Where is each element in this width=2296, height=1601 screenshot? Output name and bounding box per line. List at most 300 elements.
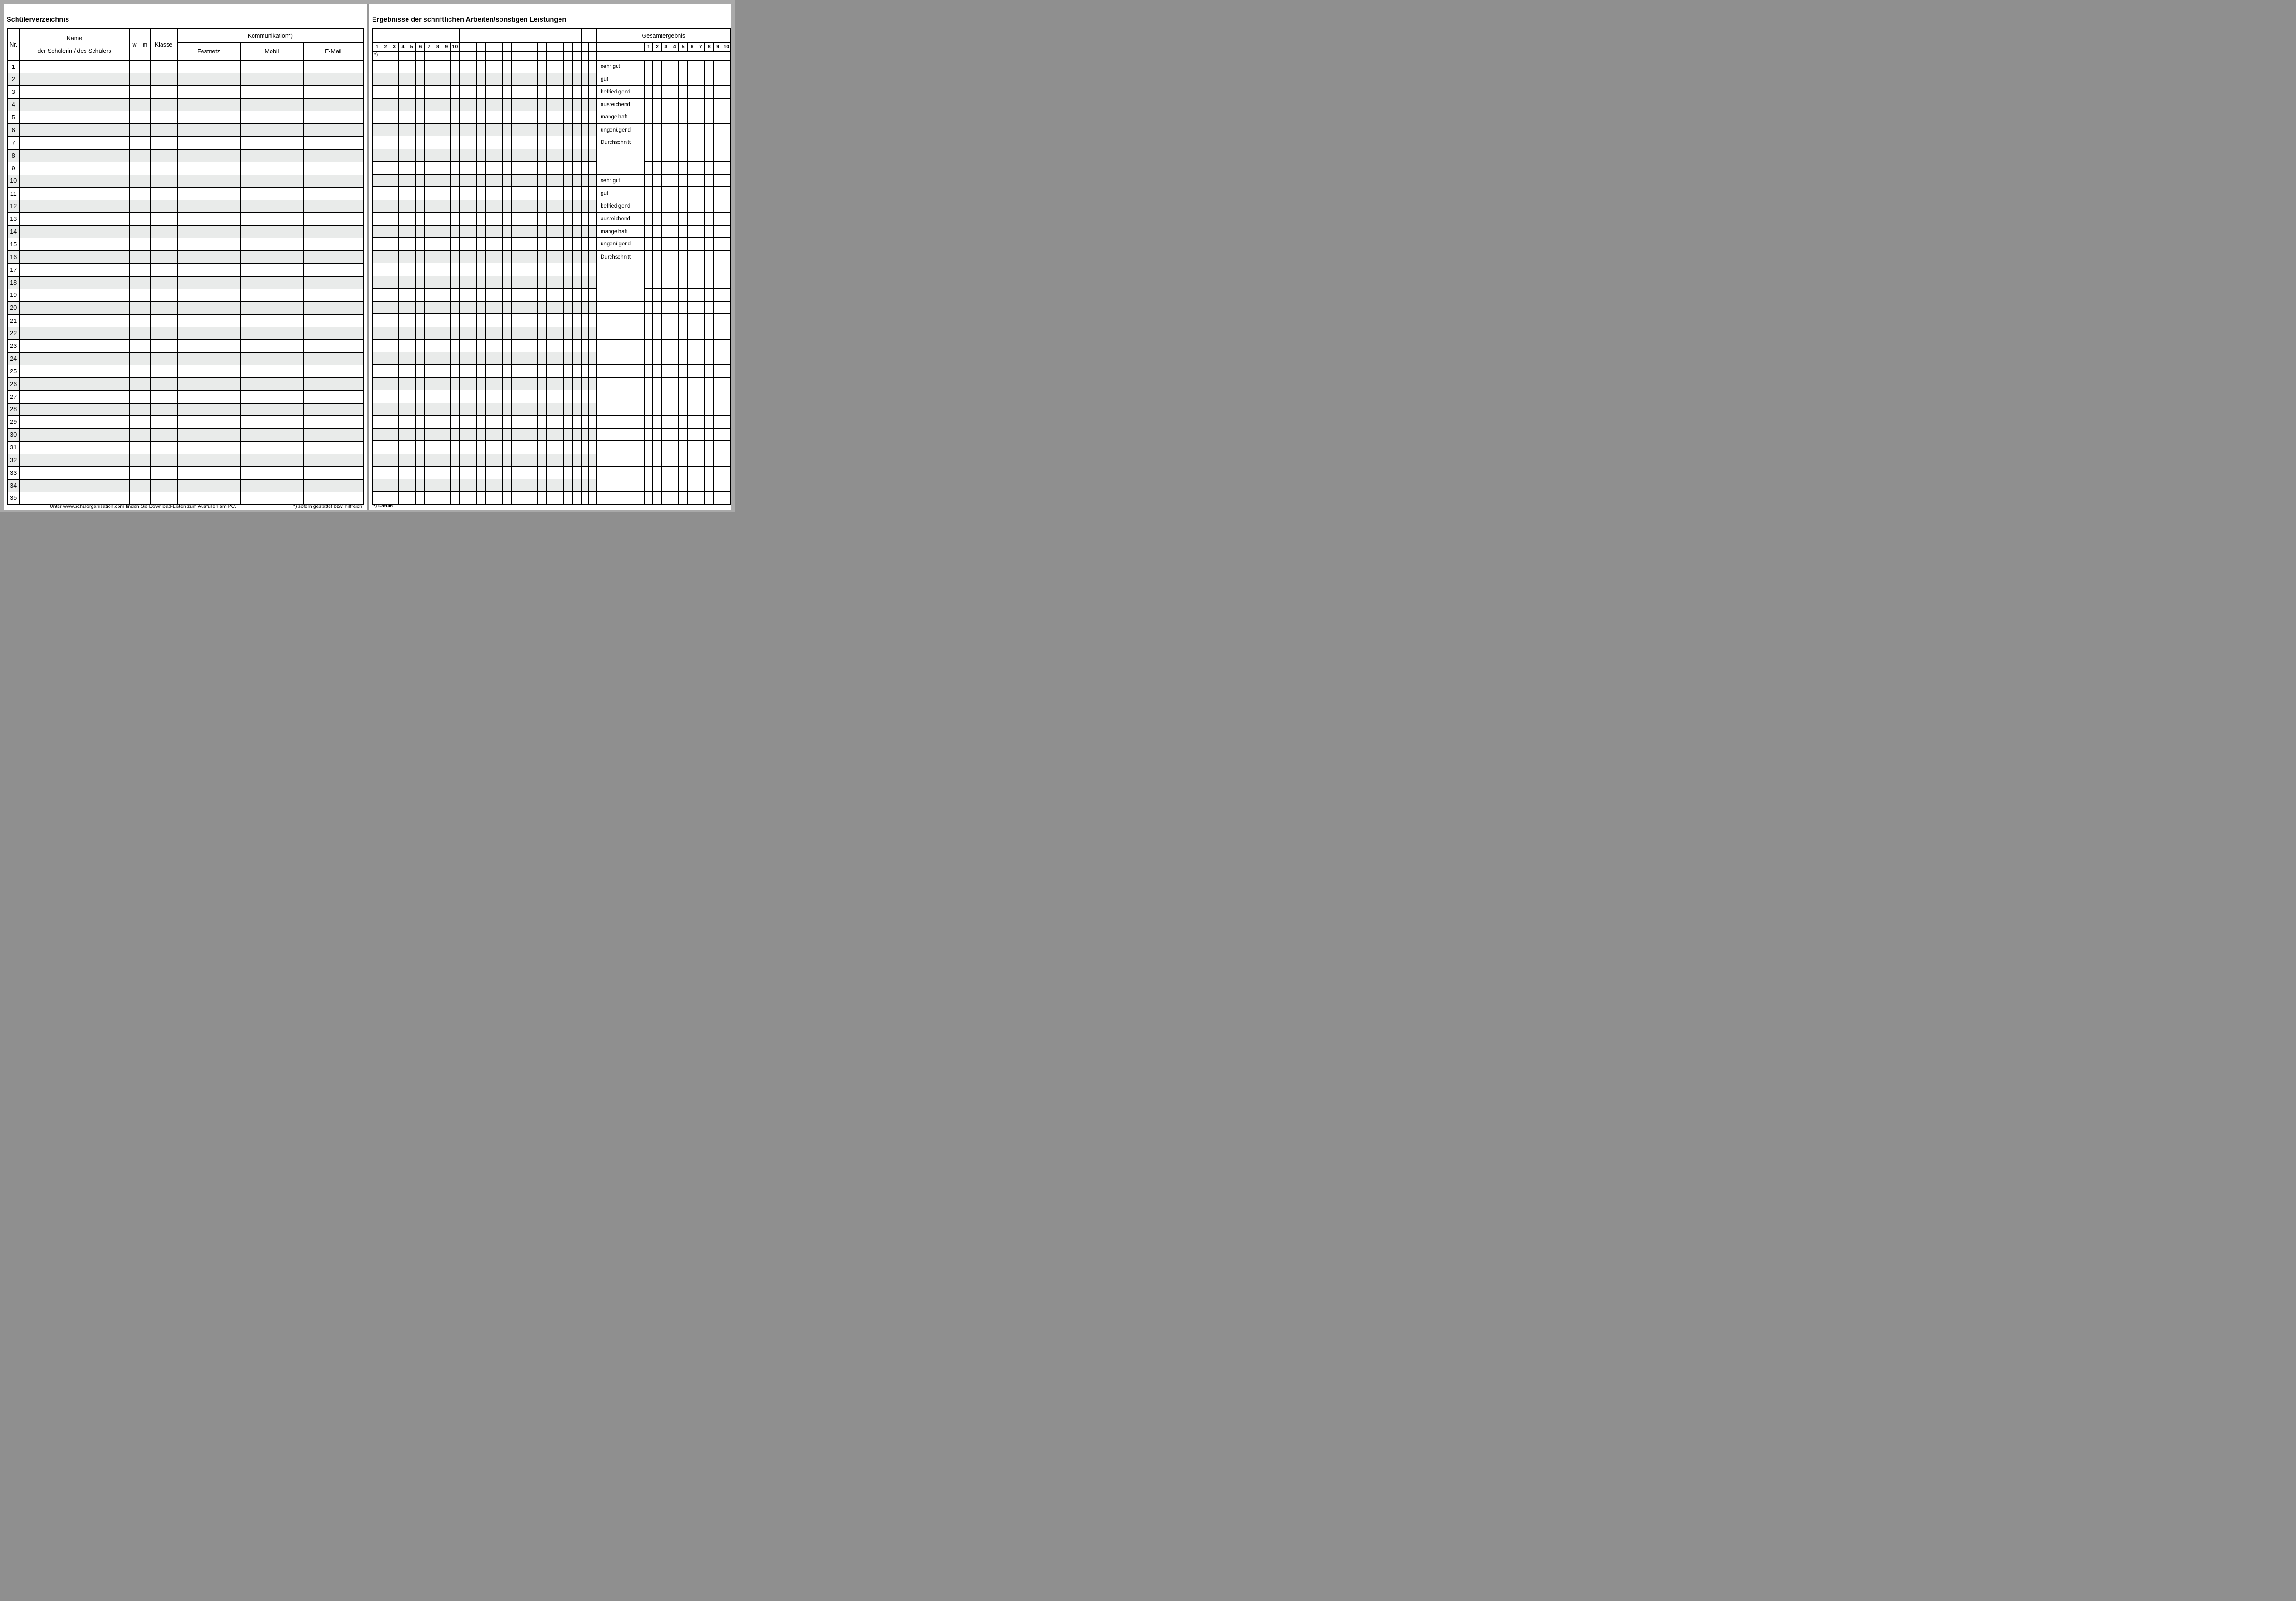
m-cell [140,175,150,187]
result-cell [538,263,546,276]
gesamt-cell [705,289,713,302]
result-cell [503,390,511,403]
result-cell [546,111,555,124]
result-cell [555,454,563,466]
gesamt-cell [670,378,679,390]
result-cell [442,73,450,85]
grade-label-col-head [596,42,644,51]
result-cell [485,85,494,98]
student-row [7,454,364,467]
result-cell [511,73,520,85]
result-cell [407,225,416,238]
gesamt-cell [653,378,661,390]
result-cell [442,415,450,428]
festnetz-cell [177,479,240,492]
result-cell [424,441,433,454]
gesamt-cell [661,263,670,276]
result-cell [424,466,433,479]
result-cell [503,136,511,149]
student-row [7,162,364,175]
result-cell [468,339,476,352]
result-cell [407,276,416,289]
gesamt-cell [661,111,670,124]
result-cell [564,454,572,466]
gesamt-cell [687,73,696,85]
gesamt-cell [713,60,722,73]
gesamt-cell [713,378,722,390]
result-cell [373,365,381,378]
gesamt-cell [653,73,661,85]
result-cell [381,466,390,479]
row-number-cell: 11 [7,187,19,200]
result-cell [564,200,572,212]
result-cell [546,124,555,136]
result-cell [555,212,563,225]
student-row [7,479,364,492]
result-cell [459,149,468,162]
result-cell [485,301,494,314]
result-cell [381,390,390,403]
gesamt-cell [713,352,722,365]
footnote-datum: *) Datum [373,504,393,509]
festnetz-cell [177,111,240,124]
result-cell [555,479,563,492]
m-cell [140,302,150,314]
result-cell [442,454,450,466]
festnetz-cell [177,263,240,276]
result-cell [503,162,511,175]
mobil-cell [240,136,303,149]
student-row [7,378,364,390]
m-cell [140,340,150,353]
result-cell [424,98,433,111]
gesamt-cell [722,136,730,149]
result-cell [459,98,468,111]
klasse-cell [150,149,177,162]
result-cell [451,263,460,276]
result-cell [468,200,476,212]
result-cell [398,454,407,466]
student-row [7,111,364,124]
gesamt-cell [696,73,704,85]
result-cell [459,212,468,225]
student-row [7,403,364,416]
result-cell [442,327,450,339]
gesamt-cell [705,454,713,466]
result-cell [485,378,494,390]
result-cell [468,466,476,479]
result-cell [529,314,537,327]
gesamt-cell [696,327,704,339]
m-cell [140,213,150,226]
m-cell [140,441,150,454]
result-cell [433,352,442,365]
festnetz-cell [177,378,240,390]
m-cell [140,276,150,289]
result-cell [468,212,476,225]
gesamt-cell [705,492,713,505]
gesamt-cell [661,136,670,149]
result-cell [416,175,424,187]
gesamt-cell [705,73,713,85]
result-cell [459,162,468,175]
gesamt-cell [722,175,730,187]
result-cell [485,289,494,302]
date-cell [485,51,494,60]
gesamt-cell [687,136,696,149]
result-cell [459,428,468,441]
result-cell [390,289,398,302]
result-cell [398,212,407,225]
gesamt-cell [679,98,687,111]
header-mobil: Mobil [240,42,303,60]
klasse-cell [150,454,177,467]
result-cell [451,454,460,466]
result-cell [477,175,485,187]
klasse-cell [150,73,177,86]
row-number-cell: 10 [7,175,19,187]
date-cell [503,51,511,60]
result-cell [511,454,520,466]
result-row [373,339,731,352]
gesamt-cell [661,390,670,403]
result-cell [468,60,476,73]
gesamt-cell [670,466,679,479]
name-cell [19,162,129,175]
other-col-head [503,42,511,51]
result-cell [581,175,589,187]
result-row [373,124,731,136]
result-cell [538,187,546,200]
result-cell [581,187,589,200]
name-cell [19,403,129,416]
result-cell [416,479,424,492]
result-cell [511,352,520,365]
result-cell [581,327,589,339]
gesamt-cell [661,301,670,314]
result-cell [442,352,450,365]
result-cell [433,73,442,85]
result-cell [511,212,520,225]
gesamt-cell [713,301,722,314]
result-cell [555,60,563,73]
grade-label-cell [596,403,644,416]
gesamt-cell [722,479,730,492]
gesamt-cell [713,187,722,200]
gesamt-cell [653,60,661,73]
m-cell [140,390,150,403]
result-cell [546,352,555,365]
m-cell [140,365,150,378]
result-cell [424,390,433,403]
w-cell [129,136,140,149]
result-cell [511,390,520,403]
result-cell [564,390,572,403]
result-cell [398,187,407,200]
result-cell [572,162,581,175]
gesamt-cell [653,301,661,314]
result-cell [494,60,503,73]
gesamt-cell [679,60,687,73]
m-cell [140,263,150,276]
gesamt-cell [670,314,679,327]
result-cell [433,327,442,339]
result-cell [520,73,529,85]
gesamt-cell [705,251,713,263]
result-cell [442,339,450,352]
result-cell [572,441,581,454]
result-cell [373,251,381,263]
row-number-cell: 13 [7,213,19,226]
result-cell [424,327,433,339]
result-cell [503,289,511,302]
w-cell [129,467,140,480]
result-cell [398,111,407,124]
result-cell [485,327,494,339]
result-cell [589,85,596,98]
gesamt-cell [653,85,661,98]
name-cell [19,429,129,441]
result-cell [529,390,537,403]
result-cell [538,403,546,416]
student-row [7,136,364,149]
gesamt-cell [687,212,696,225]
gesamt-cell [644,454,653,466]
gesamt-cell [696,200,704,212]
result-cell [459,251,468,263]
result-cell [442,225,450,238]
result-cell [468,428,476,441]
email-cell [303,302,364,314]
gesamt-cell [722,85,730,98]
result-cell [407,73,416,85]
festnetz-cell [177,86,240,99]
result-cell [416,225,424,238]
result-cell [520,415,529,428]
result-cell [381,149,390,162]
result-cell [424,225,433,238]
gesamt-cell [705,162,713,175]
result-cell [398,162,407,175]
gesamt-cell [644,98,653,111]
name-cell [19,390,129,403]
result-cell [381,187,390,200]
result-cell [494,339,503,352]
result-cell [538,390,546,403]
result-cell [433,390,442,403]
gesamt-col-number: 5 [679,42,687,51]
result-cell [416,314,424,327]
result-cell [520,149,529,162]
grade-label-cell [596,390,644,403]
gesamt-cell [644,175,653,187]
result-cell [433,200,442,212]
klasse-cell [150,416,177,429]
row-number-cell: 18 [7,276,19,289]
w-cell [129,111,140,124]
gesamt-cell [653,136,661,149]
result-cell [451,289,460,302]
gesamt-cell [670,301,679,314]
gesamt-cell [713,390,722,403]
result-cell [520,492,529,505]
result-cell [381,441,390,454]
result-cell [538,479,546,492]
result-cell [416,428,424,441]
gesamt-cell [713,289,722,302]
w-cell [129,416,140,429]
result-cell [538,98,546,111]
grade-label-cell: sehr gut [596,175,644,187]
student-row [7,124,364,136]
result-cell [546,238,555,251]
klasse-cell [150,302,177,314]
result-cell [589,403,596,416]
result-cell [494,479,503,492]
gesamt-cell [687,276,696,289]
name-cell [19,175,129,187]
result-cell [459,492,468,505]
result-cell [538,111,546,124]
result-cell [589,238,596,251]
result-cell [529,175,537,187]
name-cell [19,467,129,480]
result-cell [477,301,485,314]
result-cell [555,187,563,200]
result-cell [416,136,424,149]
result-cell [503,212,511,225]
result-cell [555,428,563,441]
name-cell [19,73,129,86]
m-cell [140,136,150,149]
result-cell [459,339,468,352]
result-row [373,365,731,378]
name-cell [19,314,129,327]
gesamt-cell [670,479,679,492]
gesamt-cell [722,390,730,403]
gesamt-cell [670,454,679,466]
result-cell [381,339,390,352]
result-cell [381,352,390,365]
student-row [7,238,364,251]
result-cell [572,466,581,479]
gesamt-cell [644,162,653,175]
work-col-number: 7 [424,42,433,51]
result-cell [451,98,460,111]
result-cell [485,390,494,403]
result-cell [407,238,416,251]
result-cell [529,124,537,136]
festnetz-cell [177,276,240,289]
result-cell [433,85,442,98]
gesamt-cell [696,352,704,365]
row-number-cell: 29 [7,416,19,429]
result-cell [564,212,572,225]
result-cell [459,263,468,276]
gesamt-cell [661,327,670,339]
name-cell [19,238,129,251]
gesamt-cell [696,225,704,238]
result-cell [459,111,468,124]
gesamt-cell [679,403,687,416]
result-cell [398,492,407,505]
festnetz-cell [177,302,240,314]
gesamt-cell [670,441,679,454]
result-cell [416,327,424,339]
email-cell [303,403,364,416]
result-cell [538,212,546,225]
gesamt-cell [713,276,722,289]
result-cell [529,136,537,149]
gesamt-cell [661,314,670,327]
gesamt-cell [653,238,661,251]
grade-label-cell: befriedigend [596,200,644,212]
result-cell [503,466,511,479]
gesamt-cell [705,225,713,238]
result-cell [581,251,589,263]
email-cell [303,149,364,162]
gesamt-cell [713,238,722,251]
gesamt-cell [644,365,653,378]
result-cell [538,238,546,251]
result-cell [390,162,398,175]
gesamt-cell [722,251,730,263]
result-cell [416,85,424,98]
result-cell [468,149,476,162]
result-cell [494,200,503,212]
gesamt-cell [644,212,653,225]
gesamt-cell [653,479,661,492]
result-cell [581,136,589,149]
result-cell [416,415,424,428]
gesamt-cell [670,352,679,365]
result-cell [564,301,572,314]
result-cell [442,365,450,378]
result-cell [572,403,581,416]
result-cell [477,390,485,403]
result-cell [520,352,529,365]
result-cell [503,327,511,339]
result-cell [373,187,381,200]
klasse-cell [150,390,177,403]
date-cell [546,51,555,60]
result-cell [373,327,381,339]
gesamt-cell [722,352,730,365]
result-cell [451,428,460,441]
email-cell [303,60,364,73]
mobil-cell [240,73,303,86]
result-row [373,73,731,85]
gesamt-cell [705,415,713,428]
result-cell [459,454,468,466]
result-cell [468,251,476,263]
result-cell [520,225,529,238]
download-note: Unter www.schulorganisation.com finden Sie Download-Listen zum Ausfüllen am PC. [50,504,237,509]
gesamt-cell [670,124,679,136]
result-cell [503,403,511,416]
result-cell [538,454,546,466]
mobil-cell [240,467,303,480]
result-cell [564,175,572,187]
gesamt-cell [713,479,722,492]
result-cell [390,339,398,352]
festnetz-cell [177,365,240,378]
result-cell [433,314,442,327]
result-cell [538,85,546,98]
mobil-cell [240,479,303,492]
row-number-cell: 25 [7,365,19,378]
gesamt-cell [653,175,661,187]
